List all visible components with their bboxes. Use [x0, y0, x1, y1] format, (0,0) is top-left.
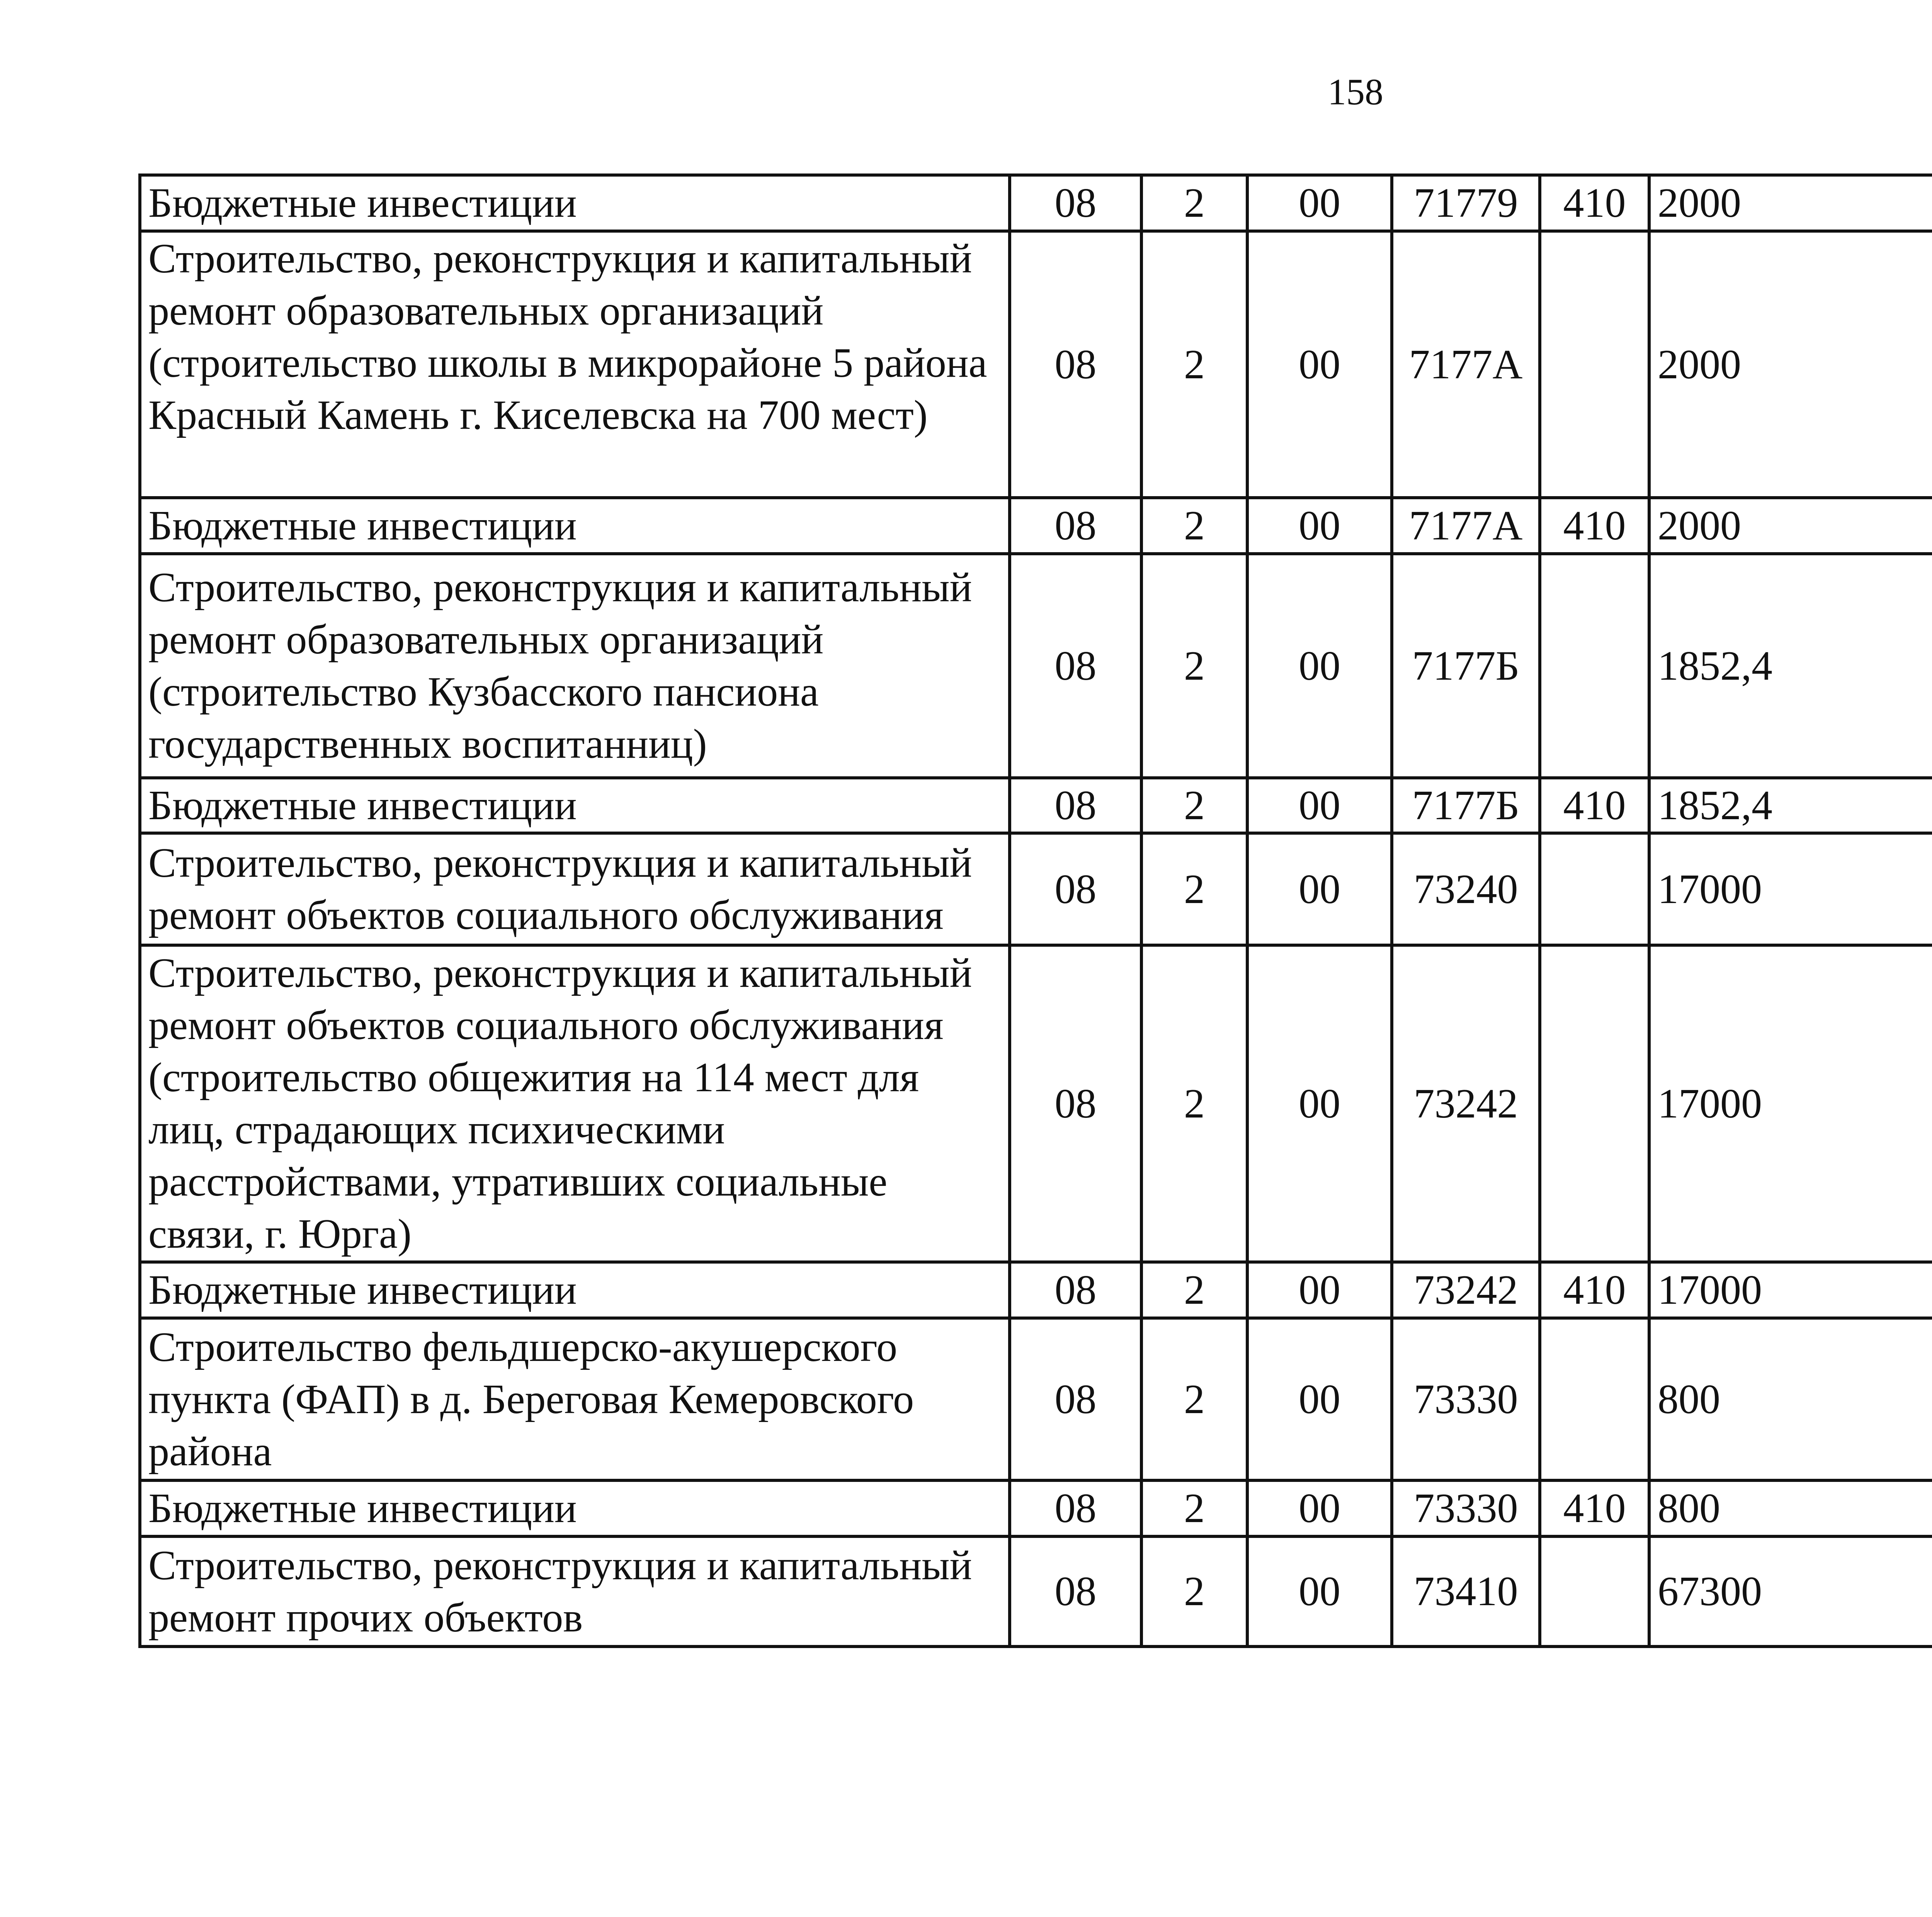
- row-code-5: 410: [1540, 1480, 1649, 1536]
- row-amount: 67300: [1649, 1536, 1932, 1647]
- row-code-5: [1540, 1318, 1649, 1480]
- budget-table: [138, 173, 1932, 1648]
- row-code-5: 410: [1540, 175, 1649, 231]
- row-amount: 800: [1649, 1480, 1932, 1536]
- row-code-2: 2: [1141, 175, 1247, 231]
- row-code-3: 00: [1247, 833, 1392, 945]
- row-code-4: 73242: [1392, 1262, 1540, 1318]
- row-code-1: 08: [1010, 778, 1141, 833]
- row-code-5: 410: [1540, 498, 1649, 554]
- row-code-1: 08: [1010, 1262, 1141, 1318]
- row-name: Строительство, реконструкция и капитальный ремонт объектов социального обслуживания: [140, 833, 1010, 945]
- table-row: [140, 1262, 1932, 1318]
- row-code-1: 08: [1010, 945, 1141, 1262]
- row-name: Строительство, реконструкция и капитальный ремонт прочих объектов: [140, 1536, 1010, 1647]
- table-row: [140, 945, 1932, 1262]
- row-code-3: 00: [1247, 945, 1392, 1262]
- row-code-4: 7177А: [1392, 498, 1540, 554]
- row-code-4: 7177А: [1392, 231, 1540, 498]
- row-name: Строительство, реконструкция и капитальный ремонт объектов социального обслуживания (строительство общежития на 114 мест для лиц, страдающих психическими расстройствами, утративших социальные связи, г. Юрга): [140, 945, 1010, 1262]
- row-code-1: 08: [1010, 833, 1141, 945]
- row-code-5: [1540, 1536, 1649, 1647]
- row-code-3: 00: [1247, 498, 1392, 554]
- table-row: [140, 554, 1932, 778]
- table-row: [140, 175, 1932, 231]
- row-code-4: 73330: [1392, 1480, 1540, 1536]
- row-code-3: 00: [1247, 554, 1392, 778]
- row-amount: 17000: [1649, 1262, 1932, 1318]
- table-row: [140, 1480, 1932, 1536]
- row-code-4: 73410: [1392, 1536, 1540, 1647]
- row-amount: 1852,4: [1649, 778, 1932, 833]
- row-code-3: 00: [1247, 231, 1392, 498]
- row-code-4: 7177Б: [1392, 554, 1540, 778]
- row-code-2: 2: [1141, 1536, 1247, 1647]
- row-code-2: 2: [1141, 1262, 1247, 1318]
- row-amount: 1852,4: [1649, 554, 1932, 778]
- row-code-5: [1540, 554, 1649, 778]
- row-code-2: 2: [1141, 1480, 1247, 1536]
- row-code-2: 2: [1141, 778, 1247, 833]
- row-code-4: 73330: [1392, 1318, 1540, 1480]
- table-row: [140, 231, 1932, 498]
- row-code-2: 2: [1141, 554, 1247, 778]
- row-code-3: 00: [1247, 1318, 1392, 1480]
- row-amount: 2000: [1649, 175, 1932, 231]
- row-code-2: 2: [1141, 1318, 1247, 1480]
- row-code-4: 7177Б: [1392, 778, 1540, 833]
- row-code-5: [1540, 833, 1649, 945]
- table-row: [140, 1536, 1932, 1647]
- row-code-1: 08: [1010, 554, 1141, 778]
- table-row: [140, 498, 1932, 554]
- row-amount: 2000: [1649, 498, 1932, 554]
- row-code-4: 73242: [1392, 945, 1540, 1262]
- row-name: Бюджетные инвестиции: [140, 1262, 1010, 1318]
- table-row: [140, 833, 1932, 945]
- row-code-1: 08: [1010, 175, 1141, 231]
- row-code-3: 00: [1247, 1536, 1392, 1647]
- row-code-5: 410: [1540, 778, 1649, 833]
- row-name: Строительство, реконструкция и капитальный ремонт образовательных организаций (строительство школы в микрорайоне 5 района Красный Камень г. Киселевска на 700 мест): [140, 231, 1010, 498]
- row-code-5: [1540, 231, 1649, 498]
- row-code-2: 2: [1141, 231, 1247, 498]
- row-code-2: 2: [1141, 945, 1247, 1262]
- row-amount: 17000: [1649, 833, 1932, 945]
- row-code-3: 00: [1247, 778, 1392, 833]
- row-code-1: 08: [1010, 1480, 1141, 1536]
- row-code-5: [1540, 945, 1649, 1262]
- row-code-3: 00: [1247, 175, 1392, 231]
- row-code-3: 00: [1247, 1480, 1392, 1536]
- page-number: 158: [1328, 71, 1383, 112]
- row-name: Бюджетные инвестиции: [140, 498, 1010, 554]
- row-name: Бюджетные инвестиции: [140, 175, 1010, 231]
- row-name: Бюджетные инвестиции: [140, 778, 1010, 833]
- table-row: [140, 778, 1932, 833]
- row-code-2: 2: [1141, 833, 1247, 945]
- row-amount: 2000: [1649, 231, 1932, 498]
- row-name: Строительство, реконструкция и капитальный ремонт образовательных организаций (строительство Кузбасского пансиона государственных воспитанниц): [140, 554, 1010, 778]
- row-name: Строительство фельдшерско-акушерского пункта (ФАП) в д. Береговая Кемеровского района: [140, 1318, 1010, 1480]
- row-code-1: 08: [1010, 1318, 1141, 1480]
- row-code-4: 71779: [1392, 175, 1540, 231]
- row-code-4: 73240: [1392, 833, 1540, 945]
- row-code-2: 2: [1141, 498, 1247, 554]
- row-code-1: 08: [1010, 498, 1141, 554]
- row-amount: 17000: [1649, 945, 1932, 1262]
- row-amount: 800: [1649, 1318, 1932, 1480]
- row-code-3: 00: [1247, 1262, 1392, 1318]
- table-row: [140, 1318, 1932, 1480]
- row-code-1: 08: [1010, 231, 1141, 498]
- row-code-5: 410: [1540, 1262, 1649, 1318]
- row-code-1: 08: [1010, 1536, 1141, 1647]
- row-name: Бюджетные инвестиции: [140, 1480, 1010, 1536]
